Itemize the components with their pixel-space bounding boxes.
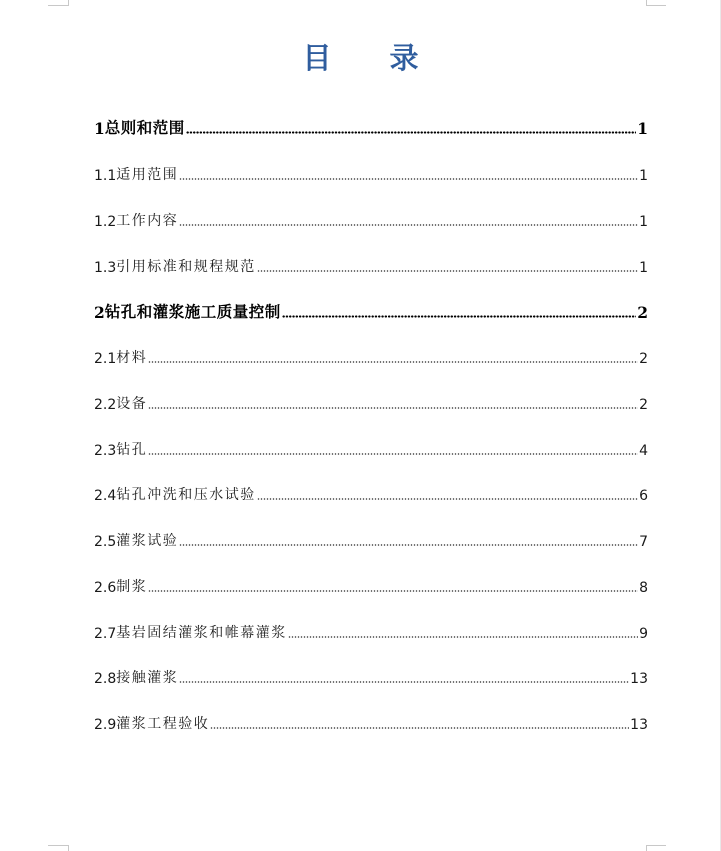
toc-entry-page-number: 1 xyxy=(639,260,648,276)
toc-entry-title: 钻孔和灌浆施工质量控制 xyxy=(104,302,281,321)
toc-entry-number: 2.5 xyxy=(94,534,117,550)
toc-entry-page-number: 7 xyxy=(639,534,648,550)
toc-entry-number: 2.7 xyxy=(94,626,117,642)
toc-entry-page-number: 8 xyxy=(639,580,648,596)
toc-dot-leader xyxy=(179,681,629,683)
crop-mark xyxy=(48,5,68,6)
toc-entry-number: 2.3 xyxy=(94,443,117,459)
toc-entry-page-number: 2 xyxy=(639,397,648,413)
toc-entry-number: 1.1 xyxy=(94,168,117,184)
toc-entry-page-number: 2 xyxy=(637,303,648,322)
toc-dot-leader xyxy=(148,590,638,592)
toc-dot-leader xyxy=(179,178,638,180)
toc-entry-number: 2.4 xyxy=(94,488,117,504)
toc-entry[interactable] xyxy=(94,435,648,459)
toc-dot-leader xyxy=(288,636,638,638)
crop-mark xyxy=(68,845,69,851)
toc-entry-number: 2.2 xyxy=(94,397,117,413)
toc-entry-page-number: 13 xyxy=(630,671,648,687)
toc-entry-title: 基岩固结灌浆和帷幕灌浆 xyxy=(116,625,287,641)
toc-entry-number: 2.8 xyxy=(94,671,117,687)
toc-entry-title: 材料 xyxy=(116,350,148,366)
toc-entry[interactable] xyxy=(94,343,648,367)
toc-dot-leader xyxy=(148,453,638,455)
crop-mark xyxy=(646,5,666,6)
crop-mark xyxy=(646,845,666,846)
toc-entry-page-number: 13 xyxy=(630,717,648,733)
toc-entry-title: 钻孔 xyxy=(116,442,148,458)
toc-entry[interactable] xyxy=(94,663,648,687)
toc-dot-leader xyxy=(179,224,638,226)
toc-entry-number: 2.9 xyxy=(94,717,117,733)
crop-mark xyxy=(48,845,68,846)
toc-entry-page-number: 6 xyxy=(639,488,648,504)
toc-entry[interactable] xyxy=(94,480,648,504)
toc-entry-number: 2.6 xyxy=(94,580,117,596)
toc-entry[interactable] xyxy=(94,709,648,733)
toc-entry[interactable] xyxy=(94,572,648,596)
toc-dot-leader xyxy=(257,270,638,272)
toc-entry[interactable] xyxy=(94,298,648,322)
toc-dot-leader xyxy=(210,727,629,729)
toc-entry[interactable] xyxy=(94,618,648,642)
toc-entry[interactable] xyxy=(94,252,648,276)
toc-entry-title: 灌浆试验 xyxy=(116,533,179,549)
toc-entry-title: 工作内容 xyxy=(116,213,179,229)
toc-entry-page-number: 1 xyxy=(639,214,648,230)
toc-entry[interactable] xyxy=(94,389,648,413)
toc-title-char: 录 xyxy=(389,41,419,75)
toc-entry-number: 2.1 xyxy=(94,351,117,367)
toc-entry-page-number: 1 xyxy=(639,168,648,184)
toc-entry[interactable] xyxy=(94,160,648,184)
toc-dot-leader xyxy=(148,407,638,409)
toc-entry-title: 钻孔冲洗和压水试验 xyxy=(116,487,256,503)
toc-entry-title: 设备 xyxy=(116,396,148,412)
toc-entry-page-number: 2 xyxy=(639,351,648,367)
toc-dot-leader xyxy=(282,315,636,318)
toc-entry[interactable] xyxy=(94,206,648,230)
toc-title xyxy=(0,36,721,77)
toc-entry-title: 引用标准和规程规范 xyxy=(116,259,256,275)
toc-entry-number: 1 xyxy=(94,119,105,138)
toc-entry-title: 适用范围 xyxy=(116,167,179,183)
toc-title-char: 目 xyxy=(302,41,332,75)
crop-mark xyxy=(68,0,69,6)
crop-mark xyxy=(646,845,647,851)
toc-dot-leader xyxy=(148,361,638,363)
toc-entry-title: 灌浆工程验收 xyxy=(116,716,210,732)
crop-mark xyxy=(646,0,647,6)
toc-dot-leader xyxy=(179,544,638,546)
toc-entry-number: 1.2 xyxy=(94,214,117,230)
toc-entry-page-number: 4 xyxy=(639,443,648,459)
toc-dot-leader xyxy=(257,498,638,500)
toc-entry-page-number: 1 xyxy=(637,119,648,138)
toc-entry[interactable] xyxy=(94,526,648,550)
toc-entry-title: 制浆 xyxy=(116,579,148,595)
toc-entry-title: 接触灌浆 xyxy=(116,670,179,686)
toc-entry-title: 总则和范围 xyxy=(104,118,185,137)
toc-dot-leader xyxy=(186,131,636,134)
toc-entry[interactable] xyxy=(94,114,648,138)
toc-entry-number: 1.3 xyxy=(94,260,117,276)
toc-entry-page-number: 9 xyxy=(639,626,648,642)
toc-entry-number: 2 xyxy=(94,303,105,322)
